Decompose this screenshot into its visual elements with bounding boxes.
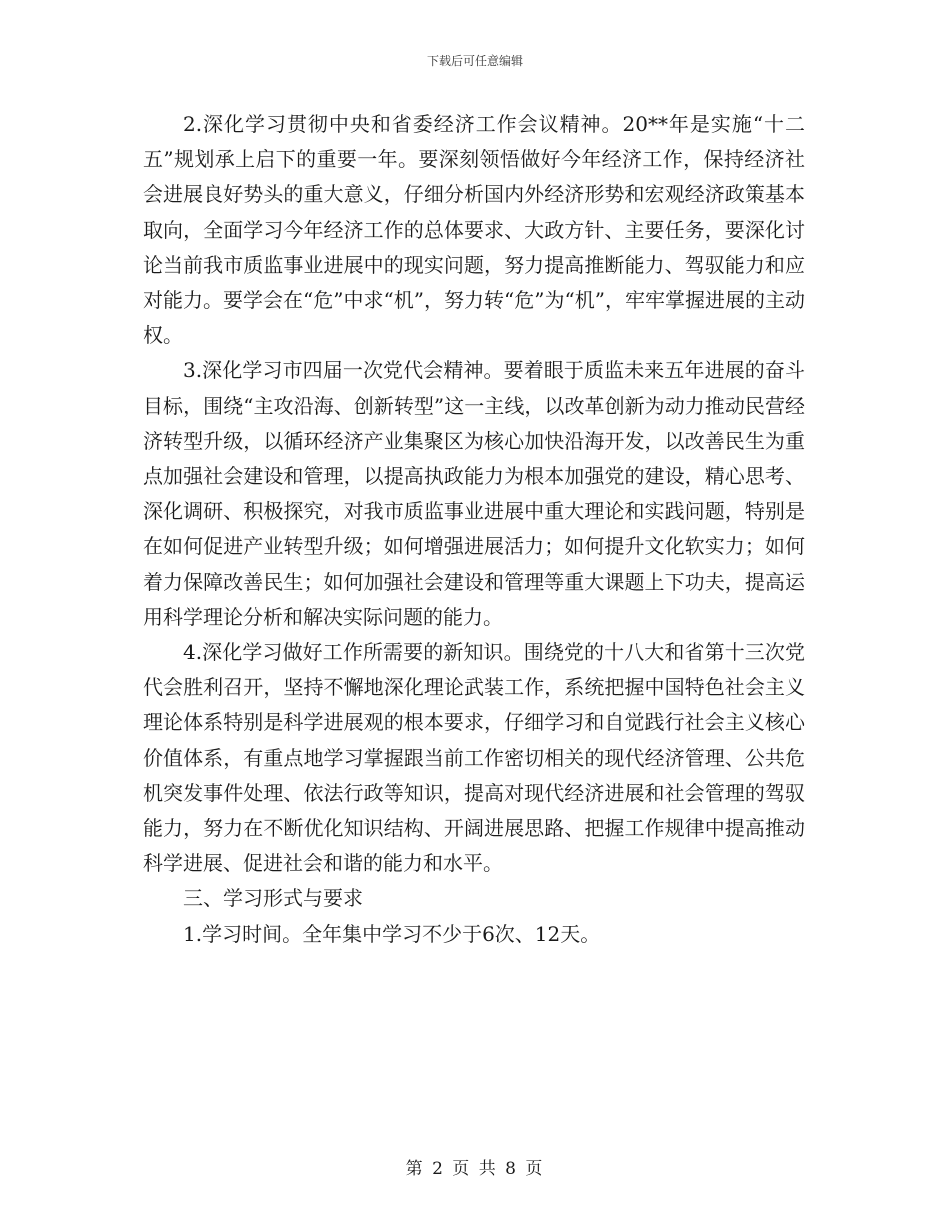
paragraph-study-time: 1.学习时间。全年集中学习不少于6次、12天。: [183, 921, 601, 946]
paragraph-item-3: 3.深化学习市四届一次党代会精神。要着眼于质监未来五年进展的奋斗目标，围绕“主攻沿海、创新转型”这一主线，以改革创新为动力推动民营经济转型升级，以循环经济产业集聚区为核心加快沿海开发，以改善民生为重点加强社会建设和管理，以提高执政能力为根本加强党的建设，精心思考、深化调研、积极探究，对我市质监事业进展中重大理论和实践问题，特别是在如何促进产业转型升级；如何增强进展活力；如何提升文化软实力；如何着力保障改善民生；如何加强社会建设和管理等重大课题上下功夫，提高运用科学理论分析和解决实际问题的能力。: [143, 358, 805, 629]
page-header: 下载后可任意编辑: [426, 54, 523, 68]
document-body: [143, 107, 805, 952]
paragraph-item-2: 2.深化学习贯彻中央和省委经济工作会议精神。20**年是实施“十二五”规划承上启下的重要一年。要深刻领悟做好今年经济工作，保持经济社会进展良好势头的重大意义，仔细分析国内外经济形势和宏观经济政策基本取向，全面学习今年经济工作的总体要求、大政方针、主要任务，要深化讨论当前我市质监事业进展中的现实问题，努力提高推断能力、驾驭能力和应对能力。要学会在“危”中求“机”，努力转“危”为“机”，牢牢掌握进展的主动权。: [143, 112, 805, 348]
paragraph-item-4: 4.深化学习做好工作所需要的新知识。围绕党的十八大和省第十三次党代会胜利召开，坚持不懈地深化理论武装工作，系统把握中国特色社会主义理论体系特别是科学进展观的根本要求，仔细学习和自觉践行社会主义核心价值体系，有重点地学习掌握跟当前工作密切相关的现代经济管理、公共危机突发事件处理、依法行政等知识，提高对现代经济进展和社会管理的驾驭能力，努力在不断优化知识结构、开阔进展思路、把握工作规律中提高推动科学进展、促进社会和谐的能力和水平。: [143, 640, 805, 876]
page-number-footer: 第 2 页 共 8 页: [405, 1159, 545, 1179]
section-heading: 三、学习形式与要求: [183, 886, 363, 911]
